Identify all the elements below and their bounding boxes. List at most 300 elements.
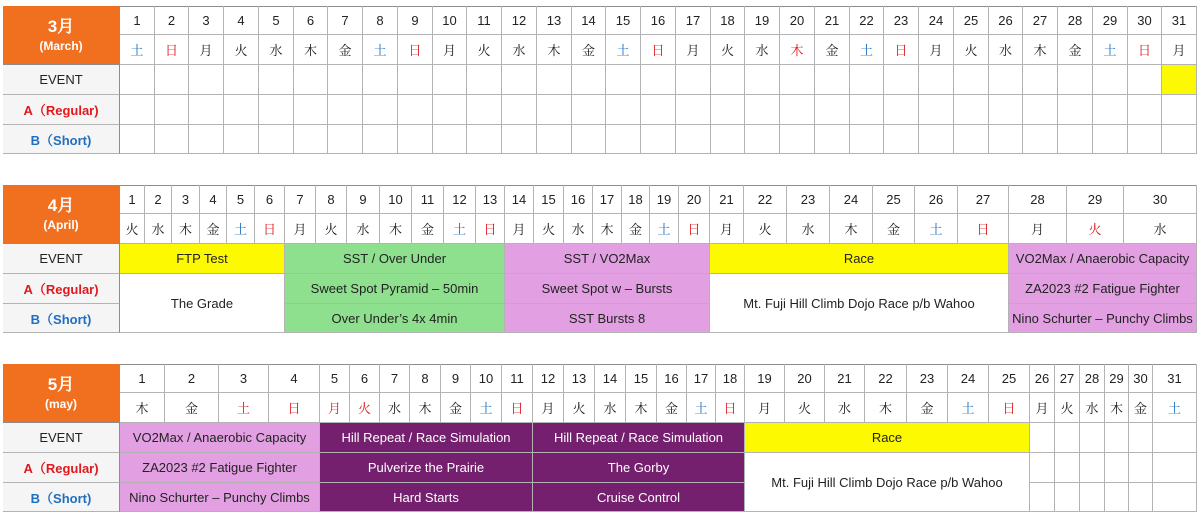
schedule-cell (1030, 453, 1055, 483)
schedule-cell (189, 95, 224, 125)
april-calendar (3, 185, 1197, 333)
day-number: 22 (850, 6, 884, 35)
day-number: 1 (120, 6, 155, 35)
schedule-cell (1162, 125, 1197, 154)
weekday-label: 月 (505, 214, 534, 244)
schedule-cell (537, 65, 572, 95)
schedule-cell (398, 65, 433, 95)
schedule-cell (433, 65, 467, 95)
schedule-cell (641, 125, 676, 154)
schedule-cell (780, 125, 815, 154)
schedule-cell (259, 65, 294, 95)
weekday-label: 金 (165, 393, 219, 423)
weekday-label: 水 (825, 393, 865, 423)
weekday-label: 火 (224, 35, 259, 65)
day-number: 17 (687, 364, 716, 393)
day-number: 10 (471, 364, 502, 393)
april-title-cell (3, 185, 120, 244)
weekday-label: 日 (255, 214, 285, 244)
weekday-label: 土 (1153, 393, 1197, 423)
weekday-label: 木 (120, 393, 165, 423)
day-number: 8 (363, 6, 398, 35)
day-number: 14 (572, 6, 606, 35)
weekday-label: 月 (433, 35, 467, 65)
schedule-cell (780, 65, 815, 95)
schedule-cell (919, 65, 954, 95)
day-number: 1 (120, 185, 145, 214)
weekday-label: 木 (537, 35, 572, 65)
event-vo2max-anaerobic: VO2Max / Anaerobic Capacity (120, 423, 320, 453)
schedule-cell (850, 65, 884, 95)
schedule-cell (1055, 483, 1080, 512)
event-race: Race (710, 244, 1009, 274)
weekday-label: 日 (958, 214, 1009, 244)
schedule-cell (1058, 125, 1093, 154)
weekday-label: 木 (626, 393, 657, 423)
month-subtitle: (may) (44, 397, 77, 411)
weekday-label: 土 (120, 35, 155, 65)
day-number: 16 (657, 364, 687, 393)
workout-fatigue-fighter: ZA2023 #2 Fatigue Fighter (1009, 274, 1197, 304)
schedule-cell (155, 65, 189, 95)
day-number: 22 (744, 185, 787, 214)
day-number: 25 (954, 6, 989, 35)
schedule-cell (467, 95, 502, 125)
weekday-label: 日 (989, 393, 1030, 423)
weekday-label: 土 (606, 35, 641, 65)
day-number: 8 (316, 185, 347, 214)
schedule-cell (294, 95, 328, 125)
weekday-label: 日 (884, 35, 919, 65)
day-number: 7 (380, 364, 410, 393)
day-number: 6 (350, 364, 380, 393)
weekday-label: 木 (830, 214, 873, 244)
day-number: 22 (865, 364, 907, 393)
day-number: 24 (919, 6, 954, 35)
weekday-label: 月 (320, 393, 350, 423)
day-number: 12 (444, 185, 476, 214)
workout-sst-bursts-8: SST Bursts 8 (505, 304, 710, 333)
day-number: 23 (884, 6, 919, 35)
day-number: 4 (269, 364, 320, 393)
day-number: 27 (1023, 6, 1058, 35)
day-number: 24 (830, 185, 873, 214)
weekday-label: 木 (593, 214, 622, 244)
schedule-cell (850, 95, 884, 125)
schedule-cell (363, 95, 398, 125)
weekday-label: 水 (595, 393, 626, 423)
day-number: 10 (433, 6, 467, 35)
day-number: 14 (505, 185, 534, 214)
workout-punchy-climbs: Nino Schurter – Punchy Climbs (120, 483, 320, 512)
weekday-label: 日 (716, 393, 745, 423)
weekday-label: 日 (1128, 35, 1162, 65)
weekday-label: 土 (363, 35, 398, 65)
weekday-label: 日 (502, 393, 533, 423)
schedule-cell (120, 125, 155, 154)
schedule-cell (641, 95, 676, 125)
event-hill-repeat-2: Hill Repeat / Race Simulation (533, 423, 745, 453)
workout-fuji-hill-climb: Mt. Fuji Hill Climb Dojo Race p/b Wahoo (710, 274, 1009, 333)
event-hill-repeat-1: Hill Repeat / Race Simulation (320, 423, 533, 453)
event-race: Race (745, 423, 1030, 453)
weekday-label: 水 (787, 214, 830, 244)
weekday-label: 土 (219, 393, 269, 423)
schedule-cell (328, 65, 363, 95)
day-number: 30 (1124, 185, 1197, 214)
weekday-label: 月 (1162, 35, 1197, 65)
schedule-cell (676, 125, 711, 154)
day-number: 14 (595, 364, 626, 393)
day-number: 27 (1055, 364, 1080, 393)
schedule-cell (606, 95, 641, 125)
may-calendar (3, 364, 1197, 512)
weekday-label: 土 (1093, 35, 1128, 65)
weekday-label: 金 (1058, 35, 1093, 65)
day-number: 23 (787, 185, 830, 214)
day-number: 20 (780, 6, 815, 35)
schedule-cell (989, 95, 1023, 125)
weekday-label: 土 (948, 393, 989, 423)
schedule-cell (1023, 65, 1058, 95)
day-number: 12 (533, 364, 564, 393)
schedule-cell (676, 65, 711, 95)
day-number: 30 (1129, 364, 1153, 393)
march-calendar (3, 6, 1197, 154)
schedule-cell (1055, 453, 1080, 483)
weekday-label: 日 (641, 35, 676, 65)
schedule-cell (954, 125, 989, 154)
weekday-label: 日 (155, 35, 189, 65)
schedule-cell (1105, 453, 1129, 483)
day-number: 18 (622, 185, 650, 214)
schedule-cell (711, 125, 745, 154)
day-number: 3 (189, 6, 224, 35)
schedule-cell (745, 95, 780, 125)
weekday-label: 金 (412, 214, 444, 244)
row-label-short: B（Short) (3, 483, 120, 512)
schedule-cell (780, 95, 815, 125)
row-label-regular: A（Regular) (3, 95, 120, 125)
day-number: 28 (1058, 6, 1093, 35)
day-number: 26 (915, 185, 958, 214)
month-title: 5月 (47, 375, 75, 394)
weekday-label: 月 (1030, 393, 1055, 423)
weekday-label: 水 (989, 35, 1023, 65)
schedule-cell (606, 125, 641, 154)
schedule-cell (919, 125, 954, 154)
day-number: 16 (564, 185, 593, 214)
weekday-label: 金 (622, 214, 650, 244)
schedule-cell (606, 65, 641, 95)
day-number: 18 (711, 6, 745, 35)
schedule-cell (1128, 65, 1162, 95)
weekday-label: 水 (564, 214, 593, 244)
schedule-cell (1080, 453, 1105, 483)
schedule-cell (1129, 483, 1153, 512)
event-sst-vo2max: SST / VO2Max (505, 244, 710, 274)
schedule-cell (120, 95, 155, 125)
schedule-cell (294, 65, 328, 95)
weekday-label: 火 (350, 393, 380, 423)
row-label-regular: A（Regular) (3, 453, 120, 483)
weekday-label: 金 (1129, 393, 1153, 423)
workout-sweet-spot-pyramid: Sweet Spot Pyramid – 50min (285, 274, 505, 304)
weekday-label: 月 (919, 35, 954, 65)
may-title-cell (3, 364, 120, 423)
workout-punchy-climbs: Nino Schurter – Punchy Climbs (1009, 304, 1197, 333)
schedule-cell (1058, 65, 1093, 95)
weekday-label: 火 (711, 35, 745, 65)
weekday-label: 木 (294, 35, 328, 65)
schedule-cell (989, 65, 1023, 95)
schedule-cell (1129, 453, 1153, 483)
day-number: 24 (948, 364, 989, 393)
event-sst-over-under: SST / Over Under (285, 244, 505, 274)
weekday-label: 土 (850, 35, 884, 65)
weekday-label: 金 (572, 35, 606, 65)
weekday-label: 火 (1055, 393, 1080, 423)
weekday-label: 土 (227, 214, 255, 244)
schedule-cell (884, 65, 919, 95)
schedule-cell (398, 125, 433, 154)
weekday-label: 木 (865, 393, 907, 423)
month-subtitle: (March) (39, 39, 83, 53)
weekday-label: 水 (145, 214, 172, 244)
workout-the-gorby: The Gorby (533, 453, 745, 483)
day-number: 13 (476, 185, 505, 214)
day-number: 9 (347, 185, 380, 214)
day-number: 11 (502, 364, 533, 393)
schedule-cell (1153, 483, 1197, 512)
schedule-cell (1162, 95, 1197, 125)
schedule-cell (1153, 423, 1197, 453)
schedule-cell (1093, 65, 1128, 95)
row-label-regular: A（Regular) (3, 274, 120, 304)
weekday-label: 火 (120, 214, 145, 244)
day-number: 19 (745, 364, 785, 393)
day-number: 4 (224, 6, 259, 35)
weekday-label: 日 (679, 214, 710, 244)
schedule-cell (1105, 423, 1129, 453)
workout-sweet-spot-bursts: Sweet Spot w – Bursts (505, 274, 710, 304)
day-number: 9 (441, 364, 471, 393)
weekday-label: 水 (259, 35, 294, 65)
weekday-label: 月 (533, 393, 564, 423)
weekday-label: 金 (657, 393, 687, 423)
day-number: 6 (294, 6, 328, 35)
day-number: 23 (907, 364, 948, 393)
schedule-cell (954, 95, 989, 125)
day-number: 1 (120, 364, 165, 393)
schedule-cell (537, 125, 572, 154)
weekday-label: 水 (502, 35, 537, 65)
day-number: 18 (716, 364, 745, 393)
day-number: 20 (679, 185, 710, 214)
schedule-cell (294, 125, 328, 154)
schedule-cell (259, 125, 294, 154)
schedule-cell (1023, 125, 1058, 154)
weekday-label: 日 (398, 35, 433, 65)
schedule-cell (1093, 125, 1128, 154)
schedule-cell (711, 65, 745, 95)
day-number: 15 (606, 6, 641, 35)
row-label-event: EVENT (3, 423, 120, 453)
schedule-cell (224, 125, 259, 154)
schedule-cell (502, 95, 537, 125)
schedule-cell (745, 125, 780, 154)
day-number: 13 (537, 6, 572, 35)
day-number: 31 (1153, 364, 1197, 393)
schedule-cell (120, 65, 155, 95)
day-number: 4 (200, 185, 227, 214)
schedule-cell (1023, 95, 1058, 125)
march-title-cell (3, 6, 120, 65)
weekday-label: 水 (1124, 214, 1197, 244)
day-number: 7 (328, 6, 363, 35)
weekday-label: 土 (687, 393, 716, 423)
weekday-label: 火 (744, 214, 787, 244)
day-number: 3 (219, 364, 269, 393)
weekday-label: 月 (676, 35, 711, 65)
day-number: 19 (745, 6, 780, 35)
day-number: 21 (825, 364, 865, 393)
schedule-cell (1030, 483, 1055, 512)
schedule-cell (363, 65, 398, 95)
event-vo2max-anaerobic: VO2Max / Anaerobic Capacity (1009, 244, 1197, 274)
schedule-cell (676, 95, 711, 125)
schedule-cell (815, 65, 850, 95)
weekday-label: 木 (380, 214, 412, 244)
schedule-cell (467, 65, 502, 95)
day-number: 5 (227, 185, 255, 214)
weekday-label: 月 (1009, 214, 1067, 244)
schedule-cell (989, 125, 1023, 154)
schedule-cell (155, 95, 189, 125)
workout-pulverize-the-prairie: Pulverize the Prairie (320, 453, 533, 483)
weekday-label: 月 (710, 214, 744, 244)
weekday-label: 月 (189, 35, 224, 65)
schedule-cell (1055, 423, 1080, 453)
schedule-cell (502, 65, 537, 95)
schedule-cell (1128, 95, 1162, 125)
day-number: 25 (873, 185, 915, 214)
day-number: 30 (1128, 6, 1162, 35)
row-label-event: EVENT (3, 65, 120, 95)
day-number: 17 (593, 185, 622, 214)
weekday-label: 土 (915, 214, 958, 244)
schedule-cell (189, 125, 224, 154)
workout-fatigue-fighter: ZA2023 #2 Fatigue Fighter (120, 453, 320, 483)
schedule-cell (189, 65, 224, 95)
day-number: 11 (467, 6, 502, 35)
day-number: 3 (172, 185, 200, 214)
day-number: 5 (259, 6, 294, 35)
day-number: 2 (155, 6, 189, 35)
day-number: 26 (989, 6, 1023, 35)
schedule-cell (641, 65, 676, 95)
workout-the-grade: The Grade (120, 274, 285, 333)
schedule-cell (711, 95, 745, 125)
weekday-label: 金 (200, 214, 227, 244)
day-number: 27 (958, 185, 1009, 214)
weekday-label: 日 (269, 393, 320, 423)
schedule-cell (1080, 483, 1105, 512)
weekday-label: 火 (534, 214, 564, 244)
day-number: 21 (710, 185, 744, 214)
schedule-cell (1058, 95, 1093, 125)
weekday-label: 土 (471, 393, 502, 423)
schedule-cell (572, 65, 606, 95)
weekday-label: 金 (328, 35, 363, 65)
weekday-label: 火 (316, 214, 347, 244)
schedule-cell (224, 95, 259, 125)
weekday-label: 水 (745, 35, 780, 65)
schedule-cell (572, 95, 606, 125)
month-title: 3月 (47, 17, 75, 36)
schedule-cell (433, 125, 467, 154)
day-number: 13 (564, 364, 595, 393)
schedule-cell (1105, 483, 1129, 512)
weekday-label: 金 (873, 214, 915, 244)
workout-hard-starts: Hard Starts (320, 483, 533, 512)
weekday-label: 金 (441, 393, 471, 423)
weekday-label: 木 (410, 393, 441, 423)
schedule-cell (398, 95, 433, 125)
workout-over-unders: Over Under’s 4x 4min (285, 304, 505, 333)
schedule-cell (328, 95, 363, 125)
schedule-cell (155, 125, 189, 154)
day-number: 12 (502, 6, 537, 35)
weekday-label: 火 (785, 393, 825, 423)
weekday-label: 火 (1067, 214, 1124, 244)
weekday-label: 月 (745, 393, 785, 423)
row-label-short: B（Short) (3, 125, 120, 154)
schedule-cell (884, 125, 919, 154)
day-number: 25 (989, 364, 1030, 393)
schedule-cell (745, 65, 780, 95)
schedule-cell (1153, 453, 1197, 483)
schedule-cell (1080, 423, 1105, 453)
weekday-label: 木 (1023, 35, 1058, 65)
day-number: 11 (412, 185, 444, 214)
day-number: 6 (255, 185, 285, 214)
workout-fuji-hill-climb: Mt. Fuji Hill Climb Dojo Race p/b Wahoo (745, 453, 1030, 512)
weekday-label: 金 (907, 393, 948, 423)
schedule-cell (815, 95, 850, 125)
weekday-label: 火 (467, 35, 502, 65)
weekday-label: 火 (564, 393, 595, 423)
day-number: 17 (676, 6, 711, 35)
day-number: 29 (1105, 364, 1129, 393)
weekday-label: 水 (347, 214, 380, 244)
day-number: 8 (410, 364, 441, 393)
weekday-label: 木 (1105, 393, 1129, 423)
schedule-cell (884, 95, 919, 125)
weekday-label: 水 (380, 393, 410, 423)
weekday-label: 土 (444, 214, 476, 244)
schedule-cell (919, 95, 954, 125)
day-number: 5 (320, 364, 350, 393)
row-label-short: B（Short) (3, 304, 120, 333)
schedule-cell (537, 95, 572, 125)
schedule-cell (467, 125, 502, 154)
event-ftp-test: FTP Test (120, 244, 285, 274)
schedule-cell (1030, 423, 1055, 453)
month-title: 4月 (47, 196, 75, 215)
day-number: 10 (380, 185, 412, 214)
day-number: 21 (815, 6, 850, 35)
